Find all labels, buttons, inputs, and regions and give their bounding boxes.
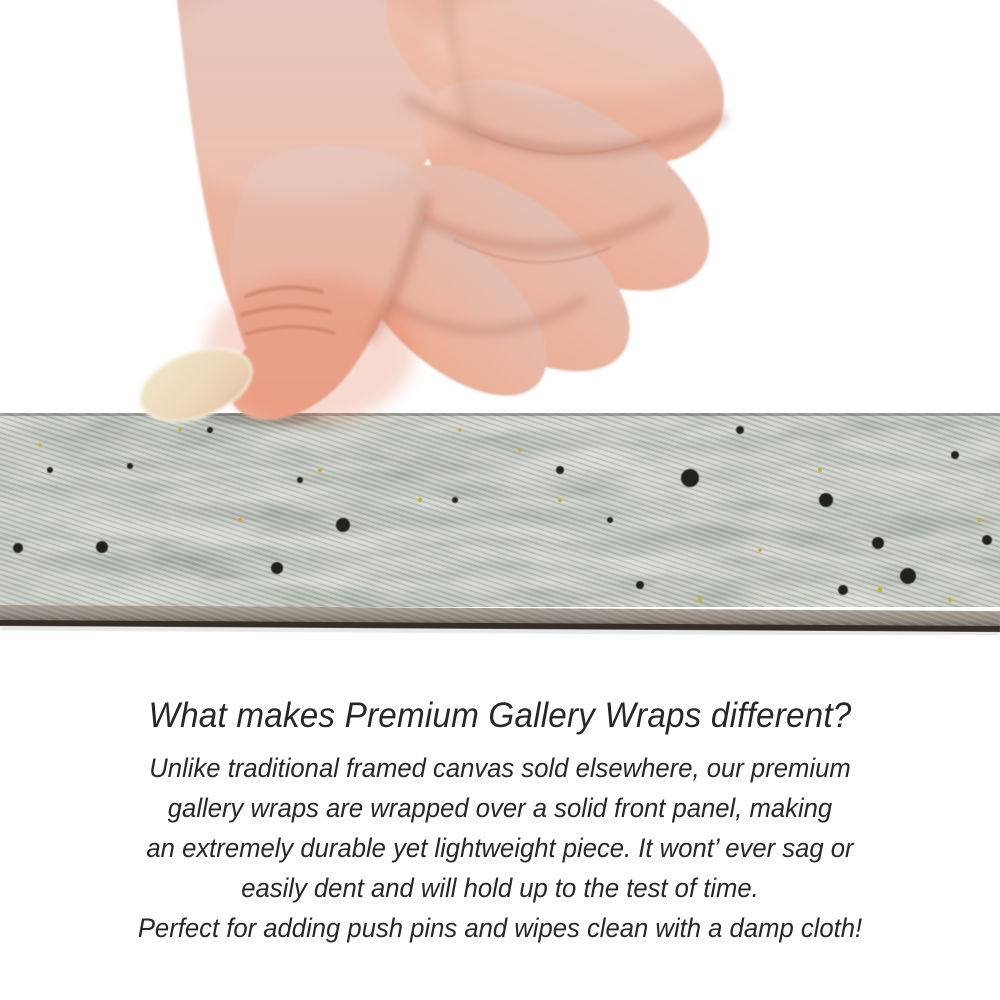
body-line-1: Unlike traditional framed canvas sold elsewhere, our premium xyxy=(149,753,851,783)
body-line-4: easily dent and will hold up to the test of time. xyxy=(241,873,759,903)
panel-bottom-edge xyxy=(0,605,1000,635)
headline: What makes Premium Gallery Wraps different? xyxy=(148,696,852,735)
painted-canvas-face xyxy=(0,413,1000,607)
hand-photo xyxy=(0,0,1000,432)
hand-pressing-canvas-illustration xyxy=(0,0,1000,432)
body-line-2: gallery wraps are wrapped over a solid front panel, making xyxy=(167,793,833,823)
canvas-texture xyxy=(0,413,1000,635)
body-line-5: Perfect for adding push pins and wipes clean with a damp cloth! xyxy=(137,913,863,943)
body-line-3: an extremely durable yet lightweight piece. It wont’ ever sag or xyxy=(146,833,854,863)
info-text-block xyxy=(25,693,975,948)
canvas-edge-strip xyxy=(0,413,1000,635)
